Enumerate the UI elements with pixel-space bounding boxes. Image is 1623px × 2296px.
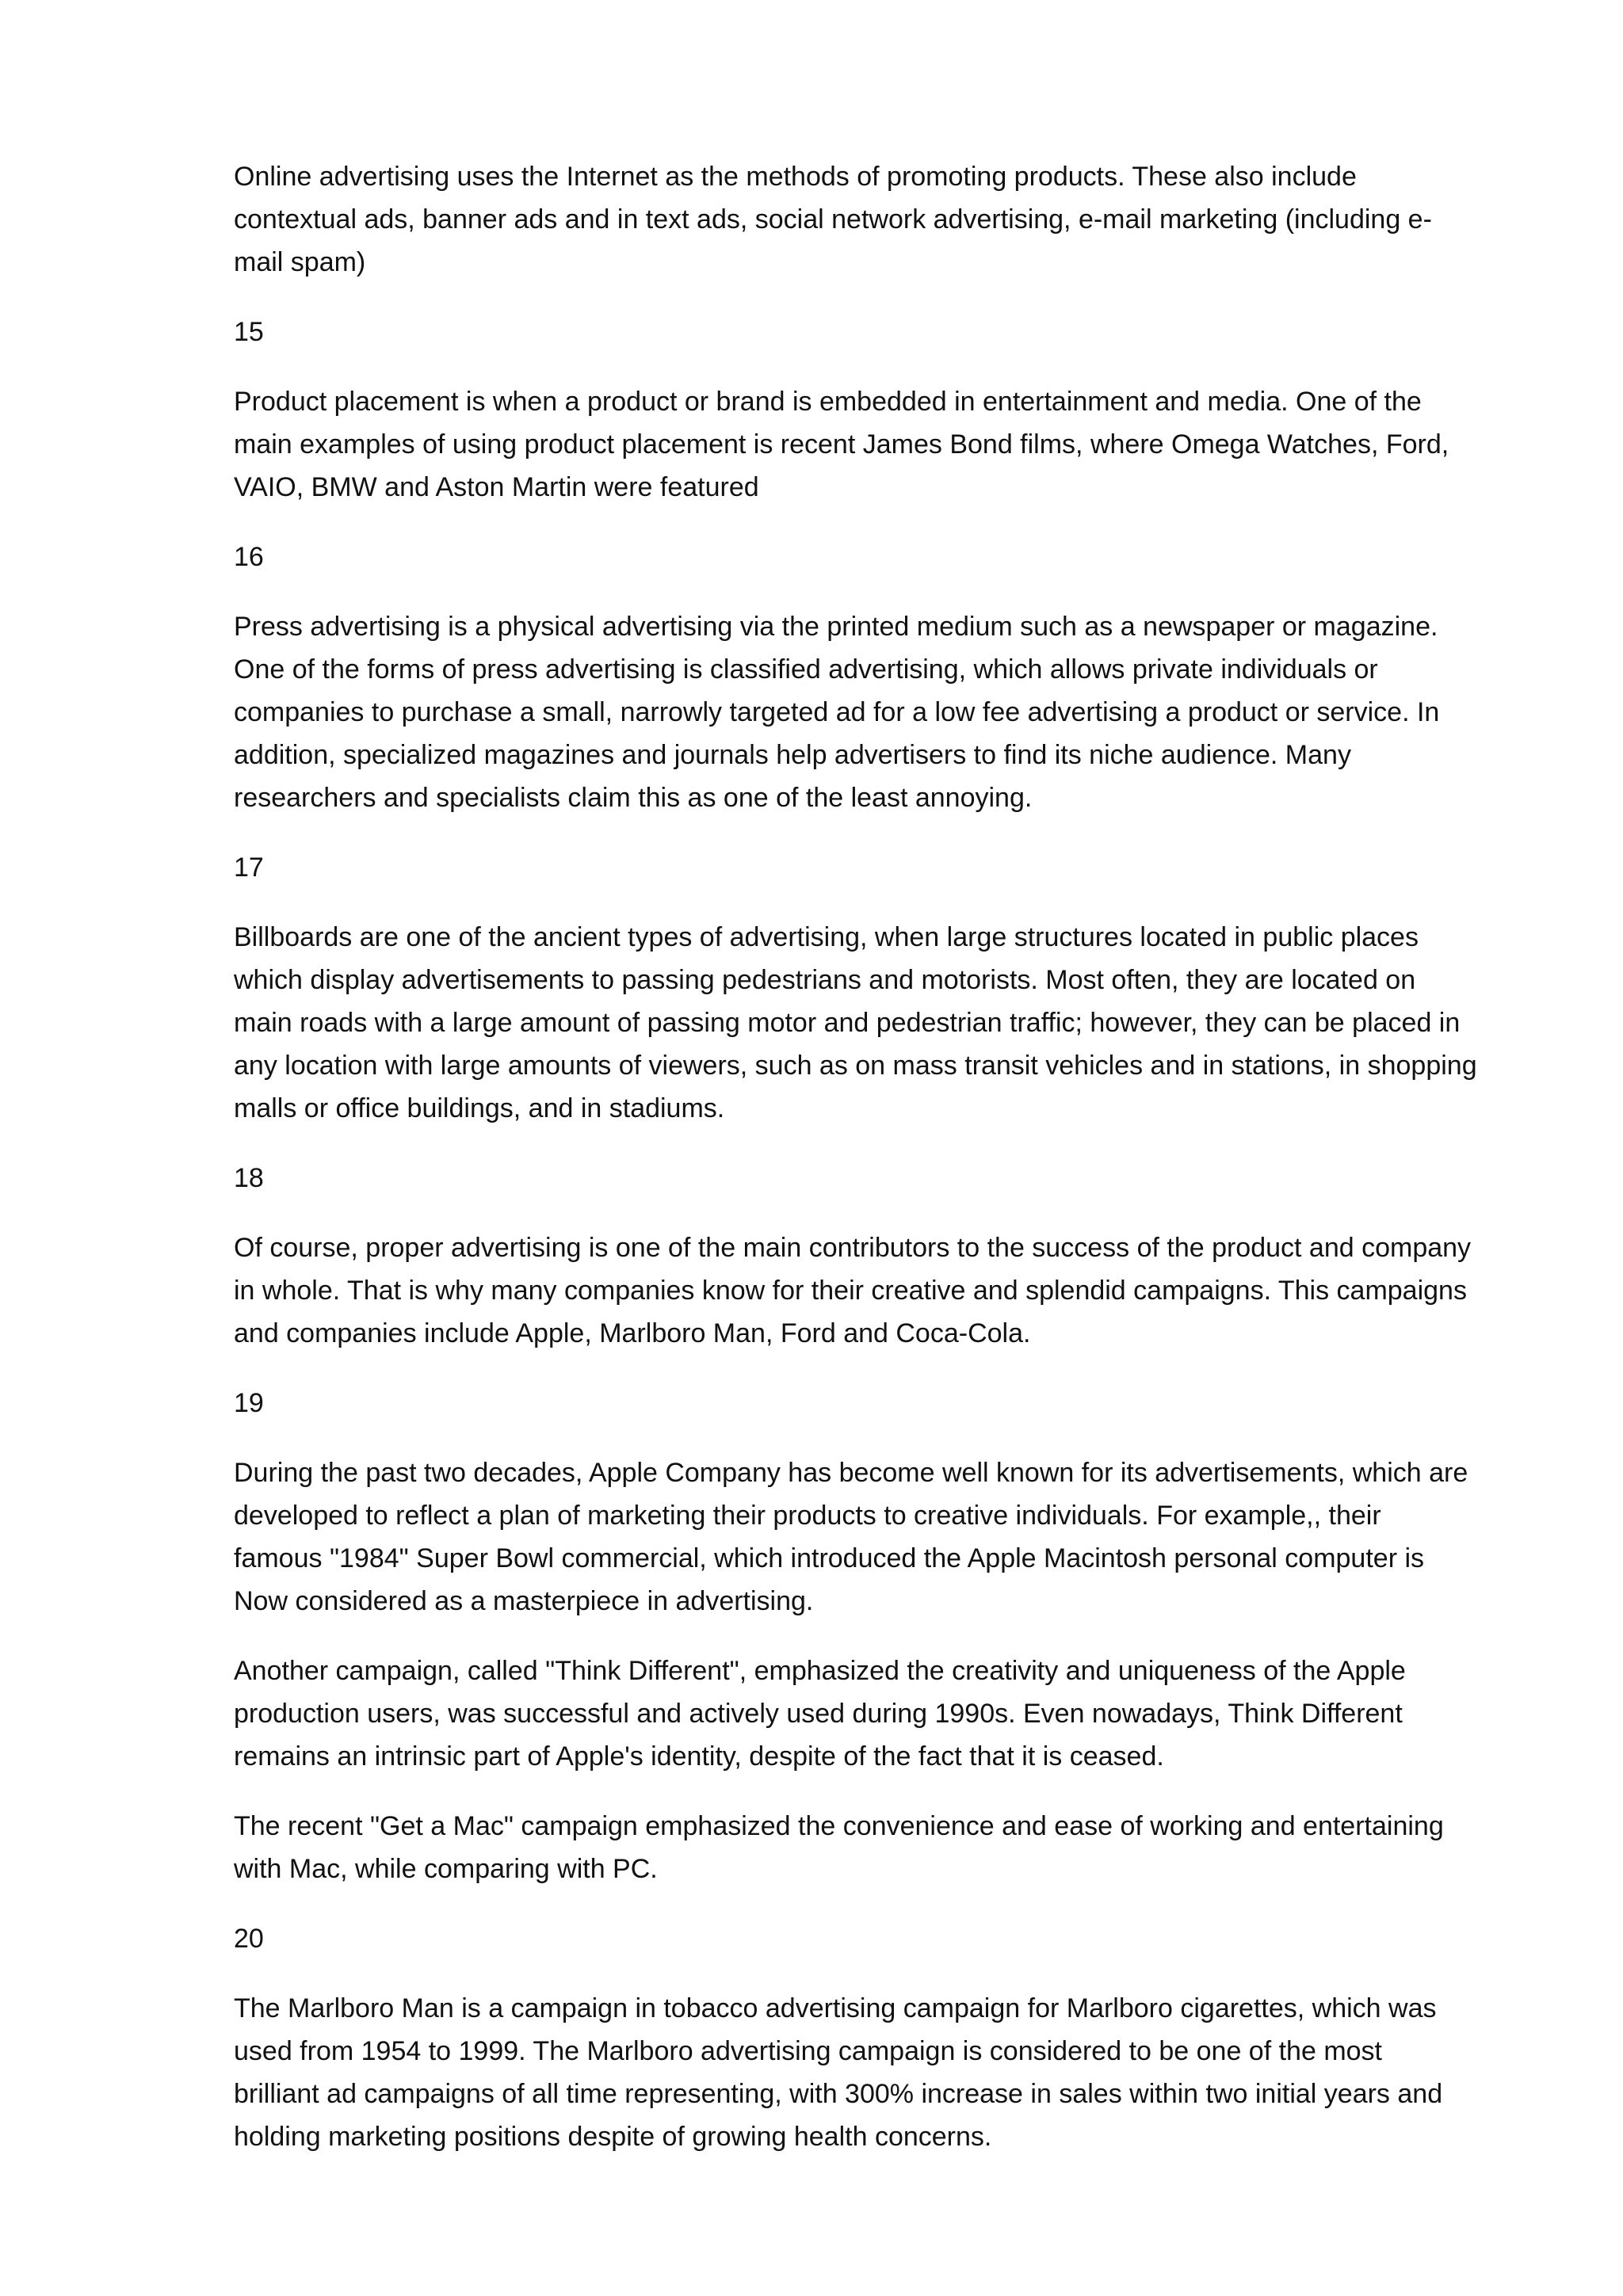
page-number-20: 20 [234, 1924, 264, 1954]
paragraph-product-placement: Product placement is when a product or brand is embedded in entertainment and media. One of the main examples of using product placement is recent James Bond films, where Omega Watches, Ford, VAIO, BMW and Aston Martin were featured [234, 387, 1449, 502]
paragraph-online-advertising: Online advertising uses the Internet as the methods of promoting products. These also include contextual ads, banner ads and in text ads, social network advertising, e-mail marketing (including e- mail spam) [234, 162, 1432, 277]
document-body [234, 155, 1533, 2185]
paragraph-think-different: Another campaign, called "Think Different", emphasized the creativity and uniqueness of the Apple production users, was successful and actively used during 1990s. Even nowadays, Think Different remains an intrinsic part of Apple's identity, despite of the fact that it is ceased. [234, 1656, 1406, 1772]
page-number-19: 19 [234, 1388, 264, 1418]
paragraph-marlboro-man: The Marlboro Man is a campaign in tobacco advertising campaign for Marlboro cigarettes, which was used from 1954 to 1999. The Marlboro advertising campaign is considered to be one of the most brilliant ad campaigns of all time representing, with 300% increase in sales within two initial years and holding marketing positions despite of growing health concerns. [234, 1993, 1443, 2152]
paragraph-apple-advertisements: During the past two decades, Apple Company has become well known for its advertisements, which are developed to reflect a plan of marketing their products to creative individuals. For example,, their famous "1984" Super Bowl commercial, which introduced the Apple Macintosh personal computer is Now considered as a masterpiece in advertising. [234, 1458, 1468, 1616]
paragraph-press-advertising: Press advertising is a physical advertising via the printed medium such as a newspaper or magazine. One of the forms of press advertising is classified advertising, which allows private individuals or companies to purchase a small, narrowly targeted ad for a low fee advertising a product or service. In addition, specialized magazines and journals help advertisers to find its niche audience. Many researchers and specialists claim this as one of the least annoying. [234, 612, 1440, 813]
page-number-15: 15 [234, 317, 264, 347]
page-number-16: 16 [234, 542, 264, 572]
paragraph-billboards: Billboards are one of the ancient types of advertising, when large structures located in public places which display advertisements to passing pedestrians and motorists. Most often, they are located on main roads with a large amount of passing motor and pedestrian traffic; however, they can be placed in any location with large amounts of viewers, such as on mass transit vehicles and in stations, in shopping malls or office buildings, and in stadiums. [234, 922, 1477, 1123]
paragraph-get-a-mac: The recent "Get a Mac" campaign emphasized the convenience and ease of working and entertaining with Mac, while comparing with PC. [234, 1811, 1444, 1884]
paragraph-proper-advertising: Of course, proper advertising is one of the main contributors to the success of the product and company in whole. That is why many companies know for their creative and splendid campaigns. This campaigns and companies include Apple, Marlboro Man, Ford and Coca-Cola. [234, 1233, 1472, 1348]
page-number-17: 17 [234, 852, 264, 883]
page-number-18: 18 [234, 1163, 264, 1193]
